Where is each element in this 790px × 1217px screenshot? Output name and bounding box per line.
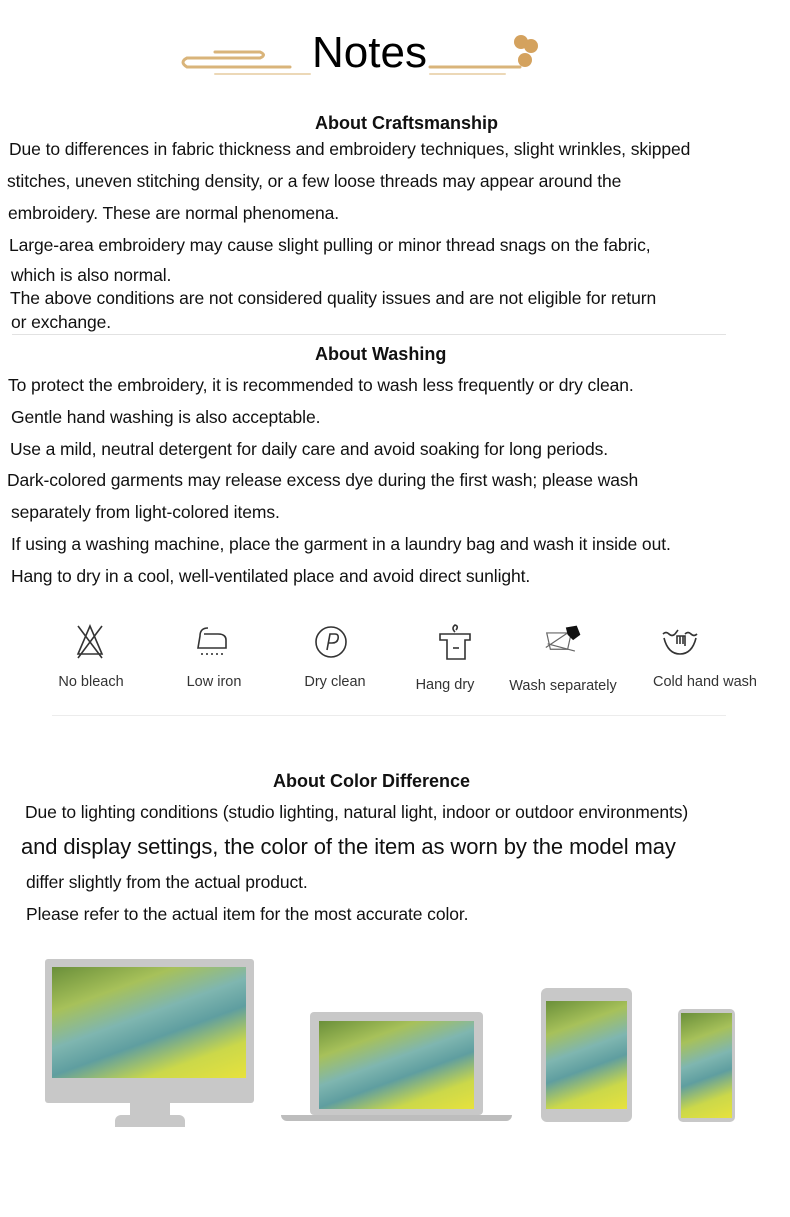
washing-line: separately from light-colored items. — [11, 502, 280, 522]
product-photo — [681, 1013, 732, 1118]
low-iron-label: Low iron — [186, 674, 242, 690]
dry-clean-icon — [311, 622, 351, 662]
cold-hand-wash-icon — [660, 622, 700, 662]
washing-line: Hang to dry in a cool, well-ventilated place and avoid direct sunlight. — [11, 566, 531, 586]
page-title: Notes — [312, 28, 427, 77]
craftsmanship-line: which is also normal. — [11, 265, 172, 285]
wash-separately-icon — [544, 622, 584, 662]
cold-hand-wash-label: Cold hand wash — [653, 674, 757, 690]
craftsmanship-line: The above conditions are not considered quality issues and are not eligible for return — [10, 288, 657, 308]
no-bleach-label: No bleach — [58, 674, 124, 690]
washing-line: Gentle hand washing is also acceptable. — [11, 407, 321, 427]
color-line: Please refer to the actual item for the most accurate color. — [26, 904, 469, 924]
craftsmanship-heading: About Craftsmanship — [315, 113, 499, 133]
craftsmanship-line: Large-area embroidery may cause slight pulling or minor thread snags on the fabric, — [9, 235, 651, 255]
washing-heading: About Washing — [315, 344, 447, 364]
craftsmanship-line: Due to differences in fabric thickness and embroidery techniques, slight wrinkles, skipped — [9, 139, 691, 159]
product-photo — [52, 967, 246, 1078]
product-photo — [546, 1001, 627, 1109]
hang-dry-icon — [435, 622, 475, 662]
color-heading: About Color Difference — [273, 771, 471, 791]
hang-dry-label: Hang dry — [415, 677, 475, 693]
low-iron-icon — [192, 622, 232, 662]
washing-line: Dark-colored garments may release excess dye during the first wash; please wash — [7, 470, 639, 490]
washing-line: Use a mild, neutral detergent for daily care and avoid soaking for long periods. — [10, 439, 609, 459]
no-bleach-icon — [70, 622, 110, 662]
washing-line: To protect the embroidery, it is recommended to wash less frequently or dry clean. — [8, 375, 634, 395]
craftsmanship-line: embroidery. These are normal phenomena. — [8, 203, 340, 223]
color-line: and display settings, the color of the item as worn by the model may — [21, 834, 676, 859]
divider — [52, 715, 726, 716]
washing-line: If using a washing machine, place the garment in a laundry bag and wash it inside out. — [11, 534, 671, 554]
color-line: Due to lighting conditions (studio lighting, natural light, indoor or outdoor environments) — [25, 802, 689, 822]
craftsmanship-line: or exchange. — [11, 312, 111, 332]
dry-clean-label: Dry clean — [304, 674, 366, 690]
product-photo — [319, 1021, 474, 1109]
color-line: differ slightly from the actual product. — [26, 872, 308, 892]
divider — [12, 334, 726, 335]
craftsmanship-line: stitches, uneven stitching density, or a few loose threads may appear around the — [7, 171, 622, 191]
wash-separately-label: Wash separately — [509, 678, 617, 694]
